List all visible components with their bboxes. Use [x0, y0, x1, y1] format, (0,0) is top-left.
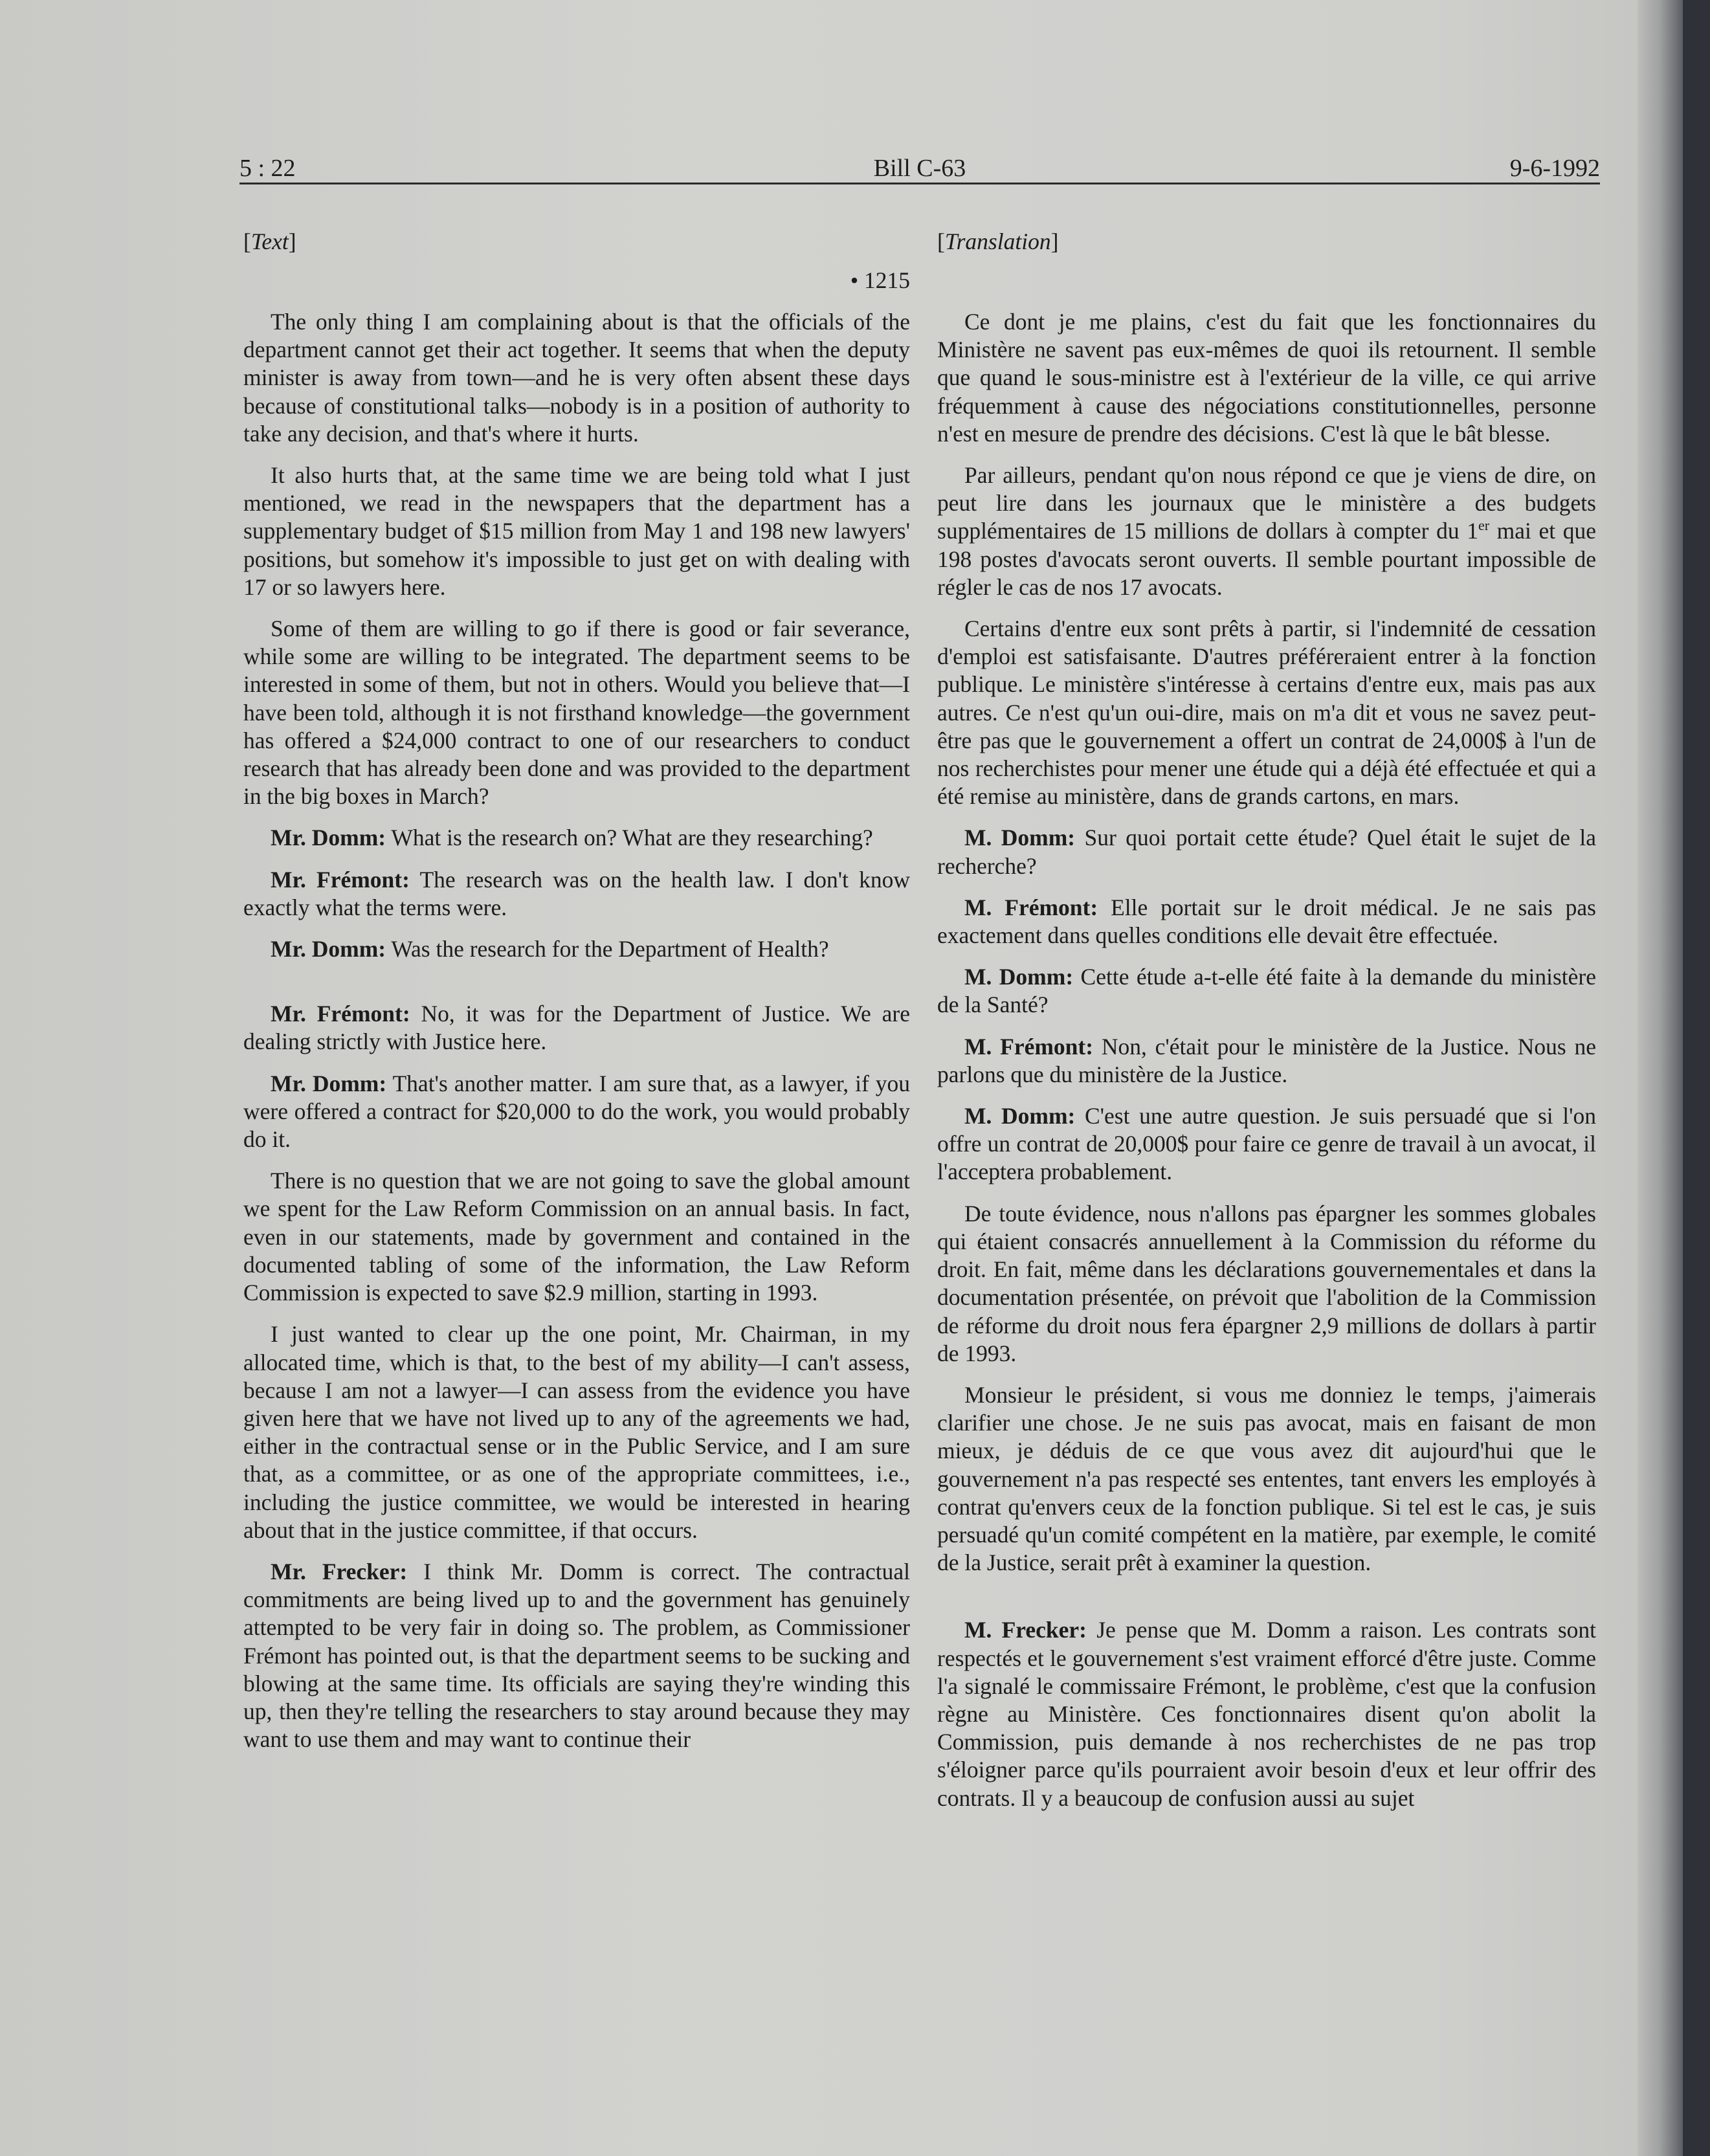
vertical-gap [937, 1590, 1596, 1616]
column-label-translation: [Translation] [937, 228, 1059, 254]
speaker-name: M. Domm: [964, 825, 1076, 851]
page-header [239, 148, 1600, 186]
header-date: 9-6-1992 [1509, 155, 1600, 182]
paragraph [937, 824, 1596, 880]
paragraph-text: De toute évidence, nous n'allons pas épargner les sommes globales qui étaient consacrés annuellement à la Commission du réforme du droit. En fait, même dans les déclarations gouvernementales et dans la documentation présentée, on prévoit que l'abolition de la Commission de réforme du droit nous fera épargner 2,9 millions de dollars à partir de 1993. [937, 1200, 1596, 1366]
english-column [243, 228, 910, 1767]
paragraph [243, 866, 910, 922]
speaker-name: Mr. Domm: [271, 825, 386, 851]
paragraph [937, 963, 1596, 1019]
paragraph [937, 1381, 1596, 1577]
marker-spacer [937, 267, 1596, 308]
paragraph-text: mai et que 198 postes d'avocats seront ouverts. Il semble pourtant impossible de régler le cas de nos 17 avocats. [937, 518, 1597, 600]
paragraph-text: Par ailleurs, pendant qu'on nous répond ce que je viens de dire, on peut lire dans les journaux que le ministère a des budgets supplémentaires de 15 millions de dollars à compter du 1 [937, 462, 1596, 544]
paragraph-text: Monsieur le président, si vous me donniez le temps, j'aimerais clarifier une chose. Je ne suis pas avocat, mais en faisant de mon mieux, je déduis de ce que vous avez dit aujourd'hui que le gouvernement n'a pas respecté ses ententes, tant envers les employés à contrat qu'envers ceux de la fonction publique. Si tel est le cas, je suis persuadé qu'un comité compétent en la matière, par exemple, le comité de la Justice, serait prêt à examiner la question. [937, 1381, 1596, 1576]
speaker-name: Mr. Frémont: [271, 1001, 410, 1027]
speaker-name: M. Domm: [964, 1103, 1076, 1129]
speaker-name: M. Frémont: [964, 1033, 1094, 1060]
label-text: Translation [944, 228, 1051, 254]
book-spine-shadow [1638, 0, 1683, 2156]
paragraph [937, 894, 1596, 950]
speaker-name: M. Domm: [964, 964, 1074, 990]
superscript: er [1478, 517, 1490, 534]
paragraph-text: I just wanted to clear up the one point, Mr. Chairman, in my allocated time, which is that, to the best of my ability—I can't assess, because I am not a lawyer—I can assess from the evidence you have given here that we have not lived up to any of the agreements we had, either in the contractual sense or in the Public Service, and I am sure that, as a committee, or as one of the appropriate committees, i.e., including the justice committee, we would be interested in hearing about that in the justice committee, if that occurs. [243, 1321, 910, 1543]
paragraph-text: Je pense que M. Domm a raison. Les contrats sont respectés et le gouvernement s'est vraiment efforcé d'être juste. Comme l'a signalé le commissaire Frémont, le problème, c'est que la confusion règne au Ministère. Ces fonctionnaires disent qu'on abolit la Commission, puis demande à nos recherchistes de ne pas trop s'éloigner parce qu'ils pourraient avoir besoin d'eux et leur offrir des contrats. Il y a beaucoup de confusion aussi au sujet [937, 1617, 1596, 1811]
paragraph-text: Sur quoi portait cette étude? Quel était le sujet de la recherche? [937, 825, 1596, 879]
speaker-name: Mr. Frecker: [271, 1558, 408, 1584]
paragraph-text: Ce dont je me plains, c'est du fait que les fonctionnaires du Ministère ne savent pas eux-mêmes de quoi ils retournent. Il semble que quand le sous-ministre est à l'extérieur de la ville, ce qui arrive fréquemment à cause des négociations constitutionnelles, personne n'est en mesure de prendre des décisions. C'est là que le bât blesse. [937, 309, 1596, 447]
paragraph [243, 308, 910, 448]
paragraph [243, 1558, 910, 1753]
paragraph-text: It also hurts that, at the same time we are being told what I just mentioned, we read in the newspapers that the department has a supplementary budget of $15 million from May 1 and 198 new lawyers' positions, but somehow it's impossible to just get on with dealing with 17 or so lawyers here. [243, 462, 910, 600]
paragraph-text: I think Mr. Domm is correct. The contractual commitments are being lived up to and the government has genuinely attempted to be very fair in doing so. The problem, as Commissioner Frémont has pointed out, is that the department seems to be sucking and blowing at the same time. Its officials are saying they're winding this up, then they're telling the researchers to stay around because they may want to use them and may want to continue their [243, 1558, 911, 1753]
paragraph [937, 615, 1596, 810]
paragraph-text: C'est une autre question. Je suis persuadé que si l'on offre un contrat de 20,000$ pour faire ce genre de travail à un avocat, il l'acceptera probablement. [937, 1103, 1596, 1185]
speaker-name: Mr. Domm: [271, 1070, 387, 1096]
header-rule [239, 183, 1600, 184]
label-text: Text [250, 228, 289, 254]
column-label-text: [Text] [243, 228, 296, 254]
paragraph-text: The research was on the health law. I don't know exactly what the terms were. [243, 866, 910, 920]
speaker-name: Mr. Domm: [271, 936, 386, 962]
paragraph-text: What is the research on? What are they researching? [391, 825, 873, 851]
french-column [937, 228, 1596, 1826]
paragraph-text: Cette étude a-t-elle été faite à la demande du ministère de la Santé? [937, 964, 1596, 1018]
paragraph [937, 1616, 1596, 1812]
paragraph [243, 1320, 910, 1544]
paragraph-text: There is no question that we are not going to save the global amount we spent for the Law Reform Commission on an annual basis. In fact, even in our statements, made by government and contained in the documented tabling of some of the information, the Law Reform Commission is expected to save $2.9 million, starting in 1993. [243, 1168, 910, 1306]
bill-title: Bill C-63 [873, 155, 966, 182]
paragraph [937, 308, 1596, 448]
paragraph [243, 461, 910, 601]
paragraph [937, 461, 1596, 601]
paragraph [243, 1167, 910, 1307]
paragraph-text: Non, c'était pour le ministère de la Justice. Nous ne parlons que du ministère de la Justice. [937, 1033, 1597, 1087]
speaker-name: M. Frecker: [964, 1617, 1087, 1643]
paragraph [243, 935, 910, 963]
paragraph-text: Certains d'entre eux sont prêts à partir, si l'indemnité de cessation d'emploi est satisfaisante. D'autres préféreraient entrer à la fonction publique. Le ministère s'intéresse à certains d'entre eux, mais pas aux autres. Ce n'est qu'un oui-dire, mais on m'a dit et vous ne savez peut-être pas que le gouvernement a offert un contrat de 24,000$ à l'un de nos recherchistes pour mener une étude qui a déjà été effectuée et qui a été remise au ministère, dans de grands cartons, en mars. [937, 616, 1596, 810]
paragraph-text: That's another matter. I am sure that, as a lawyer, if you were offered a contract for $20,000 to do the work, you would probably do it. [243, 1070, 910, 1153]
paragraph [243, 615, 910, 810]
paragraph-text: Was the research for the Department of Health? [391, 936, 829, 962]
paragraph [937, 1102, 1596, 1186]
paragraph [243, 824, 910, 852]
paragraph [937, 1200, 1596, 1368]
page-number: 5 : 22 [239, 155, 296, 182]
speaker-name: Mr. Frémont: [271, 866, 410, 893]
vertical-gap [243, 977, 910, 1000]
time-marker: • 1215 [850, 267, 910, 293]
paragraph [937, 1033, 1596, 1089]
paragraph-text: No, it was for the Department of Justice. We are dealing strictly with Justice here. [243, 1001, 910, 1055]
paragraph [243, 1070, 910, 1154]
paragraph-text: Elle portait sur le droit médical. Je ne sais pas exactement dans quelles conditions elle devait être effectuée. [937, 894, 1597, 949]
paragraph [243, 1000, 910, 1056]
paragraph-text: Some of them are willing to go if there is good or fair severance, while some are willing to be integrated. The department seems to be interested in some of them, but not in others. Would you believe that—I have been told, although it is not firsthand knowledge—the government has offered a $24,000 contract to one of our researchers to conduct research that has already been done and was provided to the department in the big boxes in March? [243, 616, 910, 810]
speaker-name: M. Frémont: [964, 894, 1098, 920]
paragraph-text: The only thing I am complaining about is that the officials of the department cannot get their act together. It seems that when the deputy minister is away from town—and he is very often absent these days because of constitutional talks—nobody is in a position of authority to take any decision, and that's where it hurts. [243, 309, 910, 447]
